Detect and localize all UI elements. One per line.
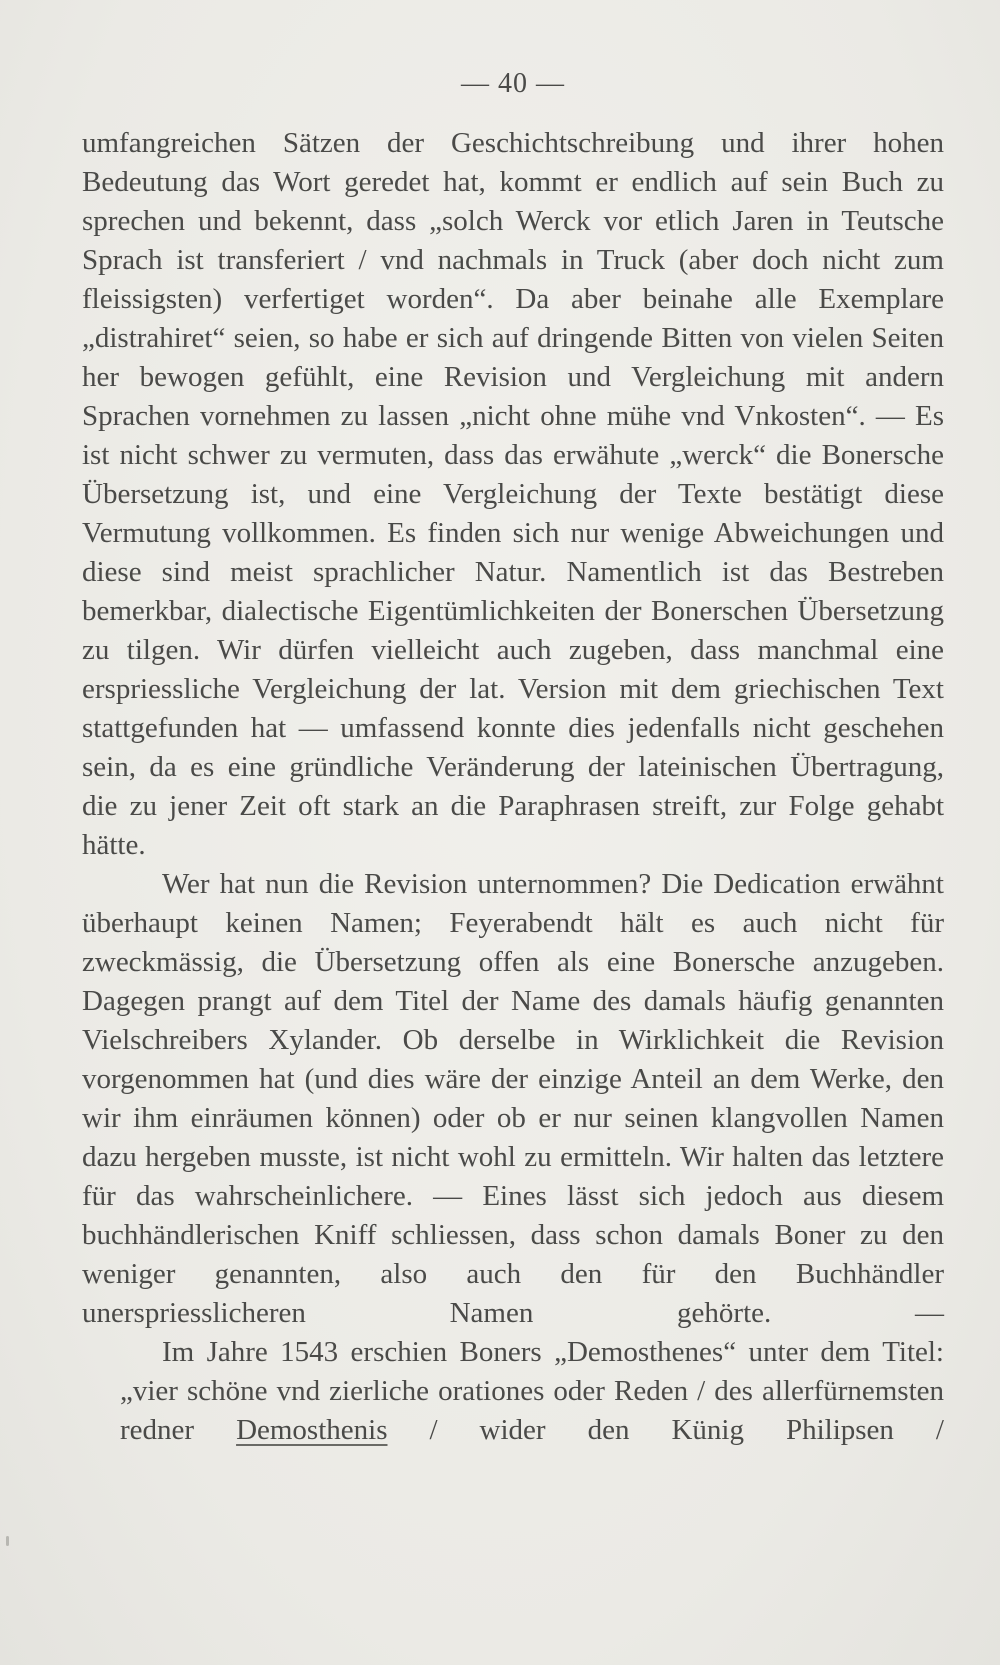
- page-number: — 40 —: [461, 68, 565, 99]
- quote-text-before: „vier schöne vnd zierliche orationes oder Reden / des allerfürnemsten redner: [120, 1375, 944, 1446]
- quote-underlined-name: Demosthenis: [236, 1414, 388, 1446]
- title-quote: [120, 1372, 944, 1450]
- margin-mark: [6, 1536, 9, 1546]
- quote-text-after: / wider den Künig Philipsen /: [387, 1414, 944, 1446]
- paragraph-2: Wer hat nun die Revision unternommen? Die Dedication erwähnt überhaupt keinen Namen; Feyerabendt hält es auch nicht für zweckmässig, die Übersetzung offen als eine Bonersche anzugeben. Dagegen prangt auf dem Titel der Name des damals häufig genannten Vielschreibers Xylander. Ob derselbe in Wirklichkeit die Revision vorgenommen hat (und dies wäre der einzige Anteil an dem Werke, den wir ihm einräumen können) oder ob er nur seinen klangvollen Namen dazu hergeben musste, ist nicht wohl zu ermitteln. Wir halten das letztere für das wahrscheinlichere. — Eines lässt sich jedoch aus diesem buchhändlerischen Kniff schliessen, dass schon damals Boner zu den weniger genannten, also auch den für den Buchhändler unerspriesslicheren Namen gehörte. —: [82, 868, 944, 1329]
- paragraph-1: umfangreichen Sätzen der Geschichtschreibung und ihrer hohen Bedeutung das Wort geredet hat, kommt er endlich auf sein Buch zu sprechen und bekennt, dass „solch Werck vor etlich Jaren in Teutsche Sprach ist transferiert / vnd nachmals in Truck (aber doch nicht zum fleissigsten) verfertiget worden“. Da aber beinahe alle Exemplare „distrahiret“ seien, so habe er sich auf dringende Bitten von vielen Seiten her bewogen gefühlt, eine Revision und Vergleichung mit andern Sprachen vornehmen zu lassen „nicht ohne mühe vnd Vnkosten“. — Es ist nicht schwer zu vermuten, dass das erwähute „werck“ die Bonersche Übersetzung ist, und eine Vergleichung der Texte bestätigt diese Vermutung vollkommen. Es finden sich nur wenige Abweichungen und diese sind meist sprachlicher Natur. Namentlich ist das Bestreben bemerkbar, dialectische Eigentümlichkeiten der Bonerschen Übersetzung zu tilgen. Wir dürfen vielleicht auch zugeben, dass manchmal eine erspriessliche Vergleichung der lat. Version mit dem griechischen Text stattgefunden hat — umfassend konnte dies jedenfalls nicht geschehen sein, da es eine gründliche Veränderung der lateinischen Übertragung, die zu jener Zeit oft stark an die Paraphrasen streift, zur Folge gehabt hätte.: [82, 127, 944, 861]
- paragraph-3: Im Jahre 1543 erschien Boners „Demosthenes“ unter dem Titel:: [162, 1336, 944, 1368]
